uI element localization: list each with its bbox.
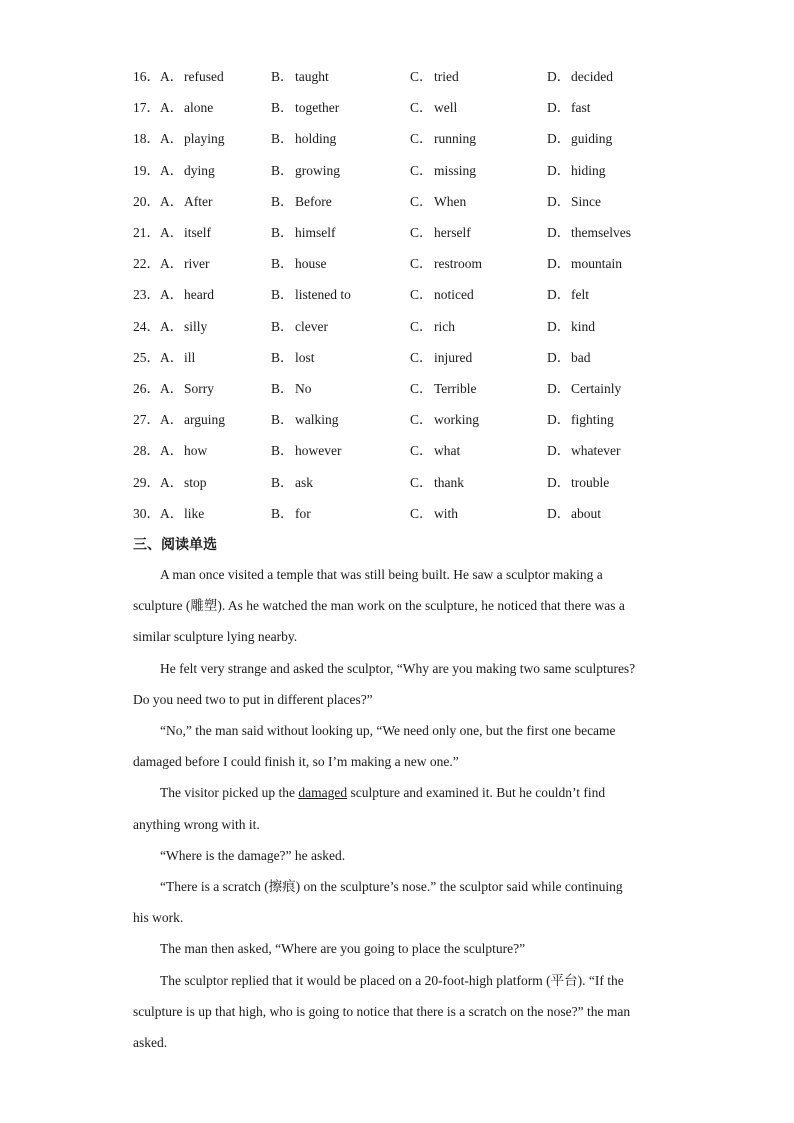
option-b — [271, 285, 351, 305]
question-number: 25． — [133, 349, 160, 365]
option-a — [160, 504, 204, 524]
option-letter: A． — [160, 287, 184, 303]
option-a — [160, 129, 225, 149]
option-c — [410, 254, 482, 274]
option-letter: C． — [410, 162, 433, 178]
option-text: fast — [571, 100, 591, 116]
option-letter: A． — [160, 381, 184, 396]
option-text: lost — [295, 349, 315, 365]
option-d — [547, 473, 609, 493]
option-letter: A． — [160, 256, 184, 272]
option-b — [271, 441, 341, 461]
option-letter: A． — [160, 412, 184, 428]
option-c — [410, 67, 459, 87]
option-a — [160, 223, 211, 243]
option-text: ill — [184, 349, 196, 365]
option-text: ask — [295, 474, 313, 490]
option-text: guiding — [571, 131, 613, 147]
option-letter: D． — [547, 381, 571, 396]
option-letter: D． — [547, 349, 571, 365]
option-b — [271, 348, 315, 368]
question-number: 22． — [133, 256, 160, 272]
passage-line: similar sculpture lying nearby. — [133, 629, 298, 645]
question-number: 17． — [133, 100, 160, 116]
option-a — [160, 192, 212, 212]
option-d — [547, 67, 613, 87]
question-number: 20． — [133, 193, 160, 209]
option-a — [160, 317, 207, 337]
question-number: 19． — [133, 162, 160, 178]
option-letter: A． — [160, 162, 184, 178]
option-letter: C． — [410, 443, 433, 459]
option-text: what — [434, 443, 461, 459]
passage-line: damaged before I could finish it, so I’m making a new one.” — [133, 754, 459, 770]
option-text: stop — [184, 474, 207, 490]
option-d — [547, 161, 606, 181]
option-text: together — [295, 100, 340, 116]
option-d — [547, 348, 591, 368]
option-letter: B． — [271, 349, 294, 365]
option-b — [271, 192, 332, 212]
passage-line: The man then asked, “Where are you going to place the sculpture?” — [160, 941, 526, 957]
option-b — [271, 504, 311, 524]
option-text: about — [571, 505, 601, 521]
underlined-word: damaged — [298, 785, 348, 801]
question-number: 29． — [133, 474, 160, 490]
question-number: 27． — [133, 412, 160, 428]
option-b — [271, 129, 336, 149]
option-d — [547, 98, 591, 118]
option-letter: A． — [160, 225, 184, 240]
option-text: decided — [571, 69, 613, 84]
passage-line: “There is a scratch (擦痕) on the sculpture’s nose.” the sculptor said while continuing — [160, 879, 623, 894]
option-letter: D． — [547, 131, 571, 147]
option-letter: C． — [410, 193, 433, 209]
question-number: 24． — [133, 318, 160, 334]
option-letter: C． — [410, 381, 433, 396]
option-c — [410, 192, 466, 212]
option-c — [410, 379, 477, 399]
option-a — [160, 410, 225, 430]
question-number: 23． — [133, 287, 160, 303]
option-a — [160, 161, 215, 181]
passage-line: sculpture (雕塑). As he watched the man work on the sculpture, he noticed that there was a — [133, 598, 625, 614]
question-number: 16． — [133, 69, 160, 84]
option-letter: B． — [271, 474, 294, 490]
option-letter: C． — [410, 256, 433, 272]
option-a — [160, 67, 224, 87]
option-d — [547, 254, 622, 274]
passage-line: Do you need two to put in different places?” — [133, 691, 373, 707]
option-b — [271, 410, 339, 430]
question-number: 30． — [133, 505, 160, 521]
option-a — [160, 379, 214, 399]
option-letter: C． — [410, 287, 433, 303]
option-text: felt — [571, 287, 589, 303]
option-c — [410, 473, 464, 493]
option-letter: B． — [271, 287, 294, 303]
option-d — [547, 223, 631, 243]
option-letter: D． — [547, 162, 571, 178]
passage-line: his work. — [133, 910, 184, 926]
option-letter: A． — [160, 318, 184, 334]
option-b — [271, 254, 327, 274]
option-letter: B． — [271, 69, 294, 84]
option-letter: C． — [410, 474, 433, 490]
option-letter: C． — [410, 318, 433, 334]
option-text: listened to — [295, 287, 351, 303]
option-letter: C． — [410, 69, 433, 84]
option-text: thank — [434, 474, 464, 490]
option-b — [271, 98, 339, 118]
option-text: When — [434, 193, 467, 209]
option-c — [410, 348, 472, 368]
option-text: Before — [295, 193, 332, 209]
option-letter: B． — [271, 131, 294, 147]
passage-line: asked. — [133, 1035, 168, 1050]
option-text: dying — [184, 162, 215, 178]
option-letter: C． — [410, 412, 433, 428]
option-b — [271, 379, 312, 399]
option-letter: D． — [547, 225, 571, 240]
option-a — [160, 473, 207, 493]
option-text: clever — [295, 318, 328, 334]
question-number: 21． — [133, 225, 160, 240]
question-number: 28． — [133, 443, 160, 459]
option-letter: D． — [547, 256, 571, 272]
option-letter: A． — [160, 443, 184, 459]
option-text: heard — [184, 287, 214, 303]
option-text: whatever — [571, 443, 621, 459]
option-b — [271, 223, 336, 243]
option-letter: B． — [271, 505, 294, 521]
option-text: river — [184, 256, 210, 272]
option-letter: B． — [271, 318, 294, 334]
option-text: itself — [184, 225, 211, 240]
option-letter: D． — [547, 193, 571, 209]
option-text: No — [295, 381, 312, 396]
option-text: arguing — [184, 412, 225, 428]
option-letter: B． — [271, 443, 294, 459]
option-text: refused — [184, 69, 224, 84]
option-text: well — [434, 100, 458, 116]
option-b — [271, 161, 340, 181]
option-letter: A． — [160, 193, 184, 209]
option-letter: D． — [547, 287, 571, 303]
option-letter: A． — [160, 474, 184, 490]
option-letter: A． — [160, 100, 184, 116]
option-c — [410, 223, 471, 243]
option-letter: D． — [547, 412, 571, 428]
option-a — [160, 285, 214, 305]
option-c — [410, 161, 476, 181]
option-letter: A． — [160, 505, 184, 521]
option-letter: B． — [271, 256, 294, 272]
option-letter: B． — [271, 381, 294, 396]
option-letter: C． — [410, 225, 433, 240]
option-text: injured — [434, 349, 473, 365]
passage-line: sculpture is up that high, who is going to notice that there is a scratch on the nose?” the man — [133, 1003, 631, 1019]
option-a — [160, 254, 209, 274]
option-text: mountain — [571, 256, 622, 272]
passage-line: “Where is the damage?” he asked. — [160, 847, 346, 863]
option-d — [547, 285, 589, 305]
option-letter: A． — [160, 69, 184, 84]
option-text: missing — [434, 162, 477, 178]
option-c — [410, 317, 455, 337]
option-text: After — [184, 193, 213, 209]
option-text: Since — [571, 193, 601, 209]
option-c — [410, 129, 476, 149]
option-d — [547, 504, 601, 524]
option-text: taught — [295, 69, 329, 84]
passage-line: A man once visited a temple that was still being built. He saw a sculptor making a — [160, 567, 603, 582]
option-text: trouble — [571, 474, 610, 490]
option-d — [547, 192, 601, 212]
option-c — [410, 441, 460, 461]
option-text: himself — [295, 225, 336, 240]
option-c — [410, 504, 458, 524]
option-letter: A． — [160, 349, 184, 365]
option-d — [547, 317, 595, 337]
option-letter: B． — [271, 225, 294, 240]
option-text: themselves — [571, 225, 631, 240]
option-b — [271, 317, 328, 337]
option-text: Certainly — [571, 381, 622, 396]
option-text: with — [434, 505, 459, 521]
option-a — [160, 98, 213, 118]
option-text: how — [184, 443, 208, 459]
option-d — [547, 379, 621, 399]
option-text: like — [184, 505, 205, 521]
option-letter: B． — [271, 412, 294, 428]
option-letter: D． — [547, 443, 571, 459]
option-letter: B． — [271, 162, 294, 178]
option-d — [547, 441, 620, 461]
option-c — [410, 98, 457, 118]
option-text: noticed — [434, 287, 474, 303]
option-letter: C． — [410, 131, 433, 147]
passage-line: The sculptor replied that it would be placed on a 20-foot-high platform (平台). “If the — [160, 972, 624, 988]
option-b — [271, 473, 313, 493]
option-text: house — [295, 256, 327, 272]
option-text: bad — [571, 349, 591, 365]
option-c — [410, 410, 479, 430]
section-title: 三、阅读单选 — [133, 537, 217, 553]
question-number: 18． — [133, 131, 160, 147]
option-text: Sorry — [184, 381, 214, 396]
question-number: 26． — [133, 381, 160, 396]
option-text: however — [295, 443, 342, 459]
option-text: growing — [295, 162, 340, 178]
option-text: for — [295, 505, 311, 521]
option-a — [160, 441, 207, 461]
option-text: holding — [295, 131, 337, 147]
passage-line: The visitor picked up the damaged sculpture and examined it. But he couldn’t find — [160, 785, 606, 801]
option-text: playing — [184, 131, 225, 147]
option-text: walking — [295, 412, 339, 428]
passage-line: “No,” the man said without looking up, “We need only one, but the first one became — [160, 723, 616, 738]
option-a — [160, 348, 195, 368]
option-letter: B． — [271, 193, 294, 209]
option-text: hiding — [571, 162, 606, 178]
option-text: working — [434, 412, 479, 428]
option-d — [547, 129, 612, 149]
option-c — [410, 285, 474, 305]
option-b — [271, 67, 329, 87]
option-letter: C． — [410, 505, 433, 521]
option-letter: D． — [547, 100, 571, 116]
passage-line: He felt very strange and asked the sculptor, “Why are you making two same sculptures? — [160, 660, 636, 676]
option-letter: D． — [547, 505, 571, 521]
option-letter: D． — [547, 474, 571, 490]
option-text: Terrible — [434, 381, 477, 396]
option-letter: B． — [271, 100, 294, 116]
option-letter: D． — [547, 69, 571, 84]
option-text: tried — [434, 69, 459, 84]
option-text: kind — [571, 318, 596, 334]
option-text: running — [434, 131, 476, 147]
option-text: fighting — [571, 412, 614, 428]
option-text: herself — [434, 225, 471, 240]
option-letter: C． — [410, 349, 433, 365]
option-letter: D． — [547, 318, 571, 334]
option-text: restroom — [434, 256, 482, 272]
option-text: silly — [184, 318, 208, 334]
option-letter: A． — [160, 131, 184, 147]
option-d — [547, 410, 614, 430]
option-text: rich — [434, 318, 455, 334]
option-text: alone — [184, 100, 214, 116]
option-letter: C． — [410, 100, 433, 116]
passage-line: anything wrong with it. — [133, 816, 260, 832]
